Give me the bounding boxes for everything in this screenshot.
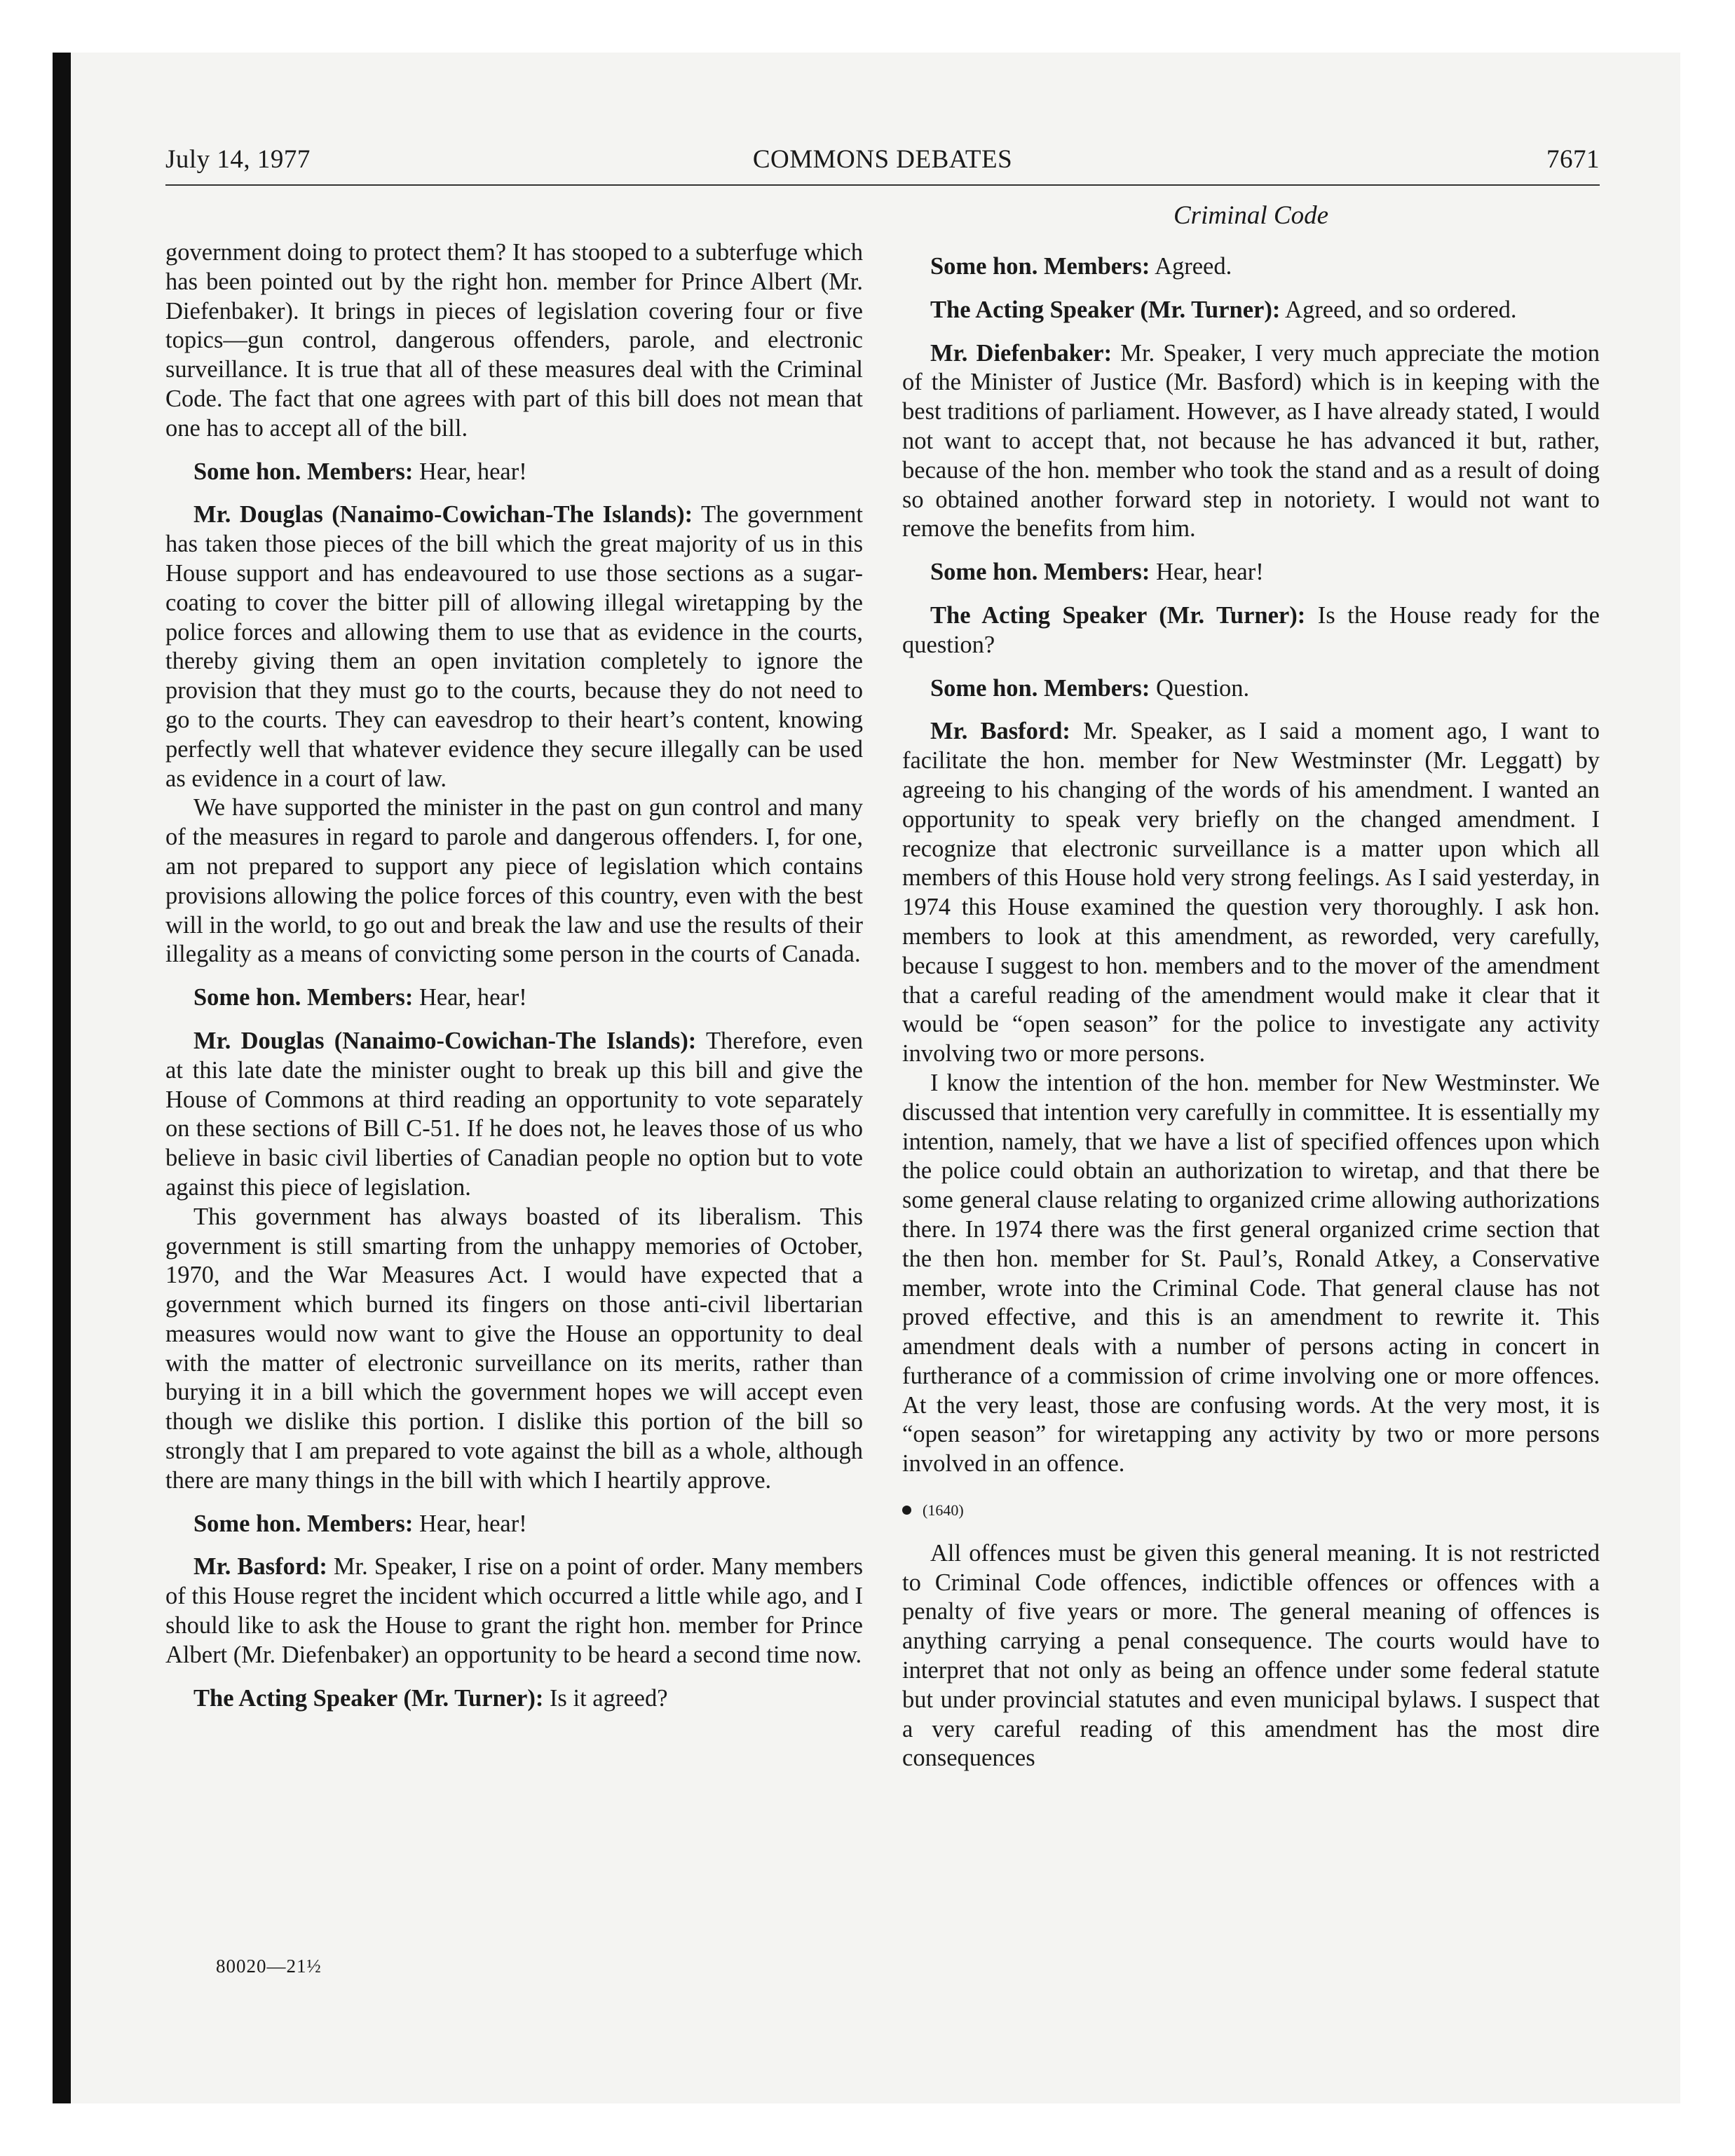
paragraph-text: Is it agreed? <box>543 1684 668 1712</box>
speaker-name: Mr. Diefenbaker: <box>930 339 1113 367</box>
footer-code: 80020—21½ <box>216 1956 322 1977</box>
paragraph <box>165 238 863 444</box>
speaker-name: Some hon. Members: <box>193 458 414 485</box>
timestamp-text: (1640) <box>923 1501 964 1520</box>
paragraph-text: All offences must be given this general meaning. It is not restricted to Criminal Code offences, indictible offences or offences with a penalty of five years or more. The general meaning of offences is anything carrying a penal consequence. The courts would have to interpret that not only as being an offence under some federal statute but under provincial statutes and even municipal bylaws. I suspect that a very careful reading of this amendment has the most dire consequences <box>902 1539 1600 1772</box>
paragraph <box>902 1539 1600 1773</box>
scan-edge-bar <box>53 53 71 2103</box>
speaker-name: Mr. Basford: <box>930 718 1070 745</box>
header-page-number: 7671 <box>1546 145 1600 174</box>
speaker-name: Mr. Basford: <box>193 1553 327 1581</box>
paragraph <box>902 601 1600 660</box>
paragraph <box>165 1203 863 1496</box>
paragraph <box>165 458 863 487</box>
paragraph <box>165 1027 863 1203</box>
speaker-name: Some hon. Members: <box>930 253 1150 280</box>
paragraph <box>902 558 1600 587</box>
speaker-name: Some hon. Members: <box>193 984 414 1011</box>
right-column <box>902 238 1600 1773</box>
paragraph-text: Hear, hear! <box>413 1510 527 1537</box>
paragraph <box>902 1069 1600 1479</box>
bullet-icon <box>902 1506 911 1515</box>
paragraph-text: Hear, hear! <box>413 458 527 485</box>
paragraph-text: Mr. Speaker, I very much appreciate the motion of the Minister of Justice (Mr. Basford) which is in keeping with the best traditions of parliament. However, as I have already stated, I would not want to accept that, not because he has advanced it but, rather, because of the hon. member who took the stand and as a result of doing so obtained another forward step in notoriety. I would not want to remove the benefits from him. <box>902 339 1600 543</box>
paragraph <box>902 717 1600 1069</box>
speaker-name: Some hon. Members: <box>193 1510 414 1537</box>
paragraph <box>902 252 1600 282</box>
timestamp-marker <box>902 1496 1600 1525</box>
paragraph-text: government doing to protect them? It has stooped to a subterfuge which has been pointed out by the right hon. member for Prince Albert (Mr. Diefenbaker). It brings in pieces of legislation covering four or five topics—gun control, dangerous offenders, parole, and electronic surveillance. It is true that all of these measures deal with the Criminal Code. The fact that one agrees with part of this bill does not mean that one has to accept all of the bill. <box>165 239 863 442</box>
paragraph-text: Mr. Speaker, as I said a moment ago, I want to facilitate the hon. member for New Westminster (Mr. Leggatt) by agreeing to his changing of the words of his amendment. I wanted an opportunity to speak very briefly on the changed amendment. I recognize that electronic surveillance is a matter upon which all members of this House hold very strong feelings. As I said yesterday, in 1974 this House examined the question very thoroughly. I ask hon. members to look at this amendment, as reworded, very carefully, because I suggest to hon. members and to the mover of the amendment that a careful reading of the amendment would make it clear that it would be “open season” for the police to investigate any activity involving two or more persons. <box>902 718 1600 1067</box>
paragraph <box>165 1510 863 1539</box>
section-heading: Criminal Code <box>1173 201 1328 230</box>
paragraph-text: Question. <box>1150 674 1250 702</box>
header-date: July 14, 1977 <box>165 145 311 174</box>
running-header <box>165 144 1600 186</box>
header-rule <box>165 184 1600 186</box>
paragraph <box>902 339 1600 545</box>
paragraph-text: The government has taken those pieces of the bill which the great majority of us in this House support and has endeavoured to use those sections as a sugar-coating to cover the bitter pill of allowing illegal wiretapping by the police forces and allowing them to use that as evidence in the courts, thereby giving them an open invitation completely to ignore the provision that they must go to the courts, because they do not need to go to the courts. They can eavesdrop to their heart’s content, knowing perfectly well that whatever evidence they secure illegally can be used as evidence in a court of law. <box>165 501 863 792</box>
paragraph <box>165 983 863 1013</box>
header-title: COMMONS DEBATES <box>752 145 1013 174</box>
paragraph-text: Hear, hear! <box>413 984 527 1011</box>
speaker-name: Mr. Douglas (Nanaimo-Cowichan-The Islands): <box>193 1027 697 1054</box>
paragraph-text: Therefore, even at this late date the minister ought to break up this bill and give the House of Commons at third reading an opportunity to vote separately on these sections of Bill C-51. If he does not, he leaves those of us who believe in basic civil liberties of Canadian people no option but to vote against this piece of legislation. <box>165 1027 864 1201</box>
paragraph-text: Hear, hear! <box>1150 559 1264 586</box>
paragraph-text: This government has always boasted of its liberalism. This government is still smarting from the unhappy memories of October, 1970, and the War Measures Act. I would have expected that a government which burned its fingers on those anti-civil libertarian measures would now want to give the House an opportunity to deal with the matter of electronic surveillance on its merits, rather than burying it in a bill which the government hopes we will accept even though we dislike this portion. I dislike this portion of the bill so strongly that I am prepared to vote against the bill as a whole, although there are many things in the bill with which I heartily approve. <box>165 1203 863 1494</box>
paragraph <box>165 500 863 793</box>
paragraph <box>902 296 1600 325</box>
paragraph-text: We have supported the minister in the past on gun control and many of the measures in regard to parole and dangerous offenders. I, for one, am not prepared to support any piece of legislation which contains provisions allowing the police forces of this country, even with the best will in the world, to go out and break the law and use the results of their illegality as a means of convicting some person in the courts of Canada. <box>165 794 863 968</box>
right-column-after-timestamp <box>902 1539 1600 1773</box>
paragraph-text: I know the intention of the hon. member for New Westminster. We discussed that intention very carefully in committee. It is essentially my intention, namely, that we have a list of specified offences upon which the police could obtain an authorization to wiretap, and that there be some general clause relating to organized crime allowing authorizations there. In 1974 there was the first general organized crime section that the then hon. member for St. Paul’s, Ronald Atkey, a Conservative member, wrote into the Criminal Code. That general clause has not proved effective, and this is an amendment to rewrite it. This amendment deals with a number of persons acting in concert in furtherance of a commission of crime involving one or more offences. At the very least, those are confusing words. At the very most, it is “open season” for wiretapping any activity by two or more persons involved in an offence. <box>902 1069 1600 1478</box>
speaker-name: Some hon. Members: <box>930 674 1150 702</box>
paragraph-text: Agreed, and so ordered. <box>1280 296 1517 323</box>
speaker-name: The Acting Speaker (Mr. Turner): <box>930 296 1281 323</box>
paragraph <box>902 674 1600 704</box>
paragraph <box>165 1553 863 1670</box>
right-column-before-timestamp <box>902 252 1600 1479</box>
speaker-name: The Acting Speaker (Mr. Turner): <box>930 601 1306 629</box>
paragraph-text: Agreed. <box>1150 253 1232 280</box>
speaker-name: Some hon. Members: <box>930 559 1150 586</box>
speaker-name: Mr. Douglas (Nanaimo-Cowichan-The Islands): <box>193 501 693 528</box>
speaker-name: The Acting Speaker (Mr. Turner): <box>193 1684 544 1712</box>
paragraph <box>165 793 863 969</box>
paragraph <box>165 1684 863 1714</box>
paragraph-text: Mr. Speaker, I rise on a point of order. Many members of this House regret the incident which occurred a little while ago, and I should like to ask the House to grant the right hon. member for Prince Albert (Mr. Diefenbaker) an opportunity to be heard a second time now. <box>165 1553 863 1668</box>
paragraph-text: Is the House ready for the question? <box>902 601 1600 658</box>
left-column <box>165 238 863 1713</box>
